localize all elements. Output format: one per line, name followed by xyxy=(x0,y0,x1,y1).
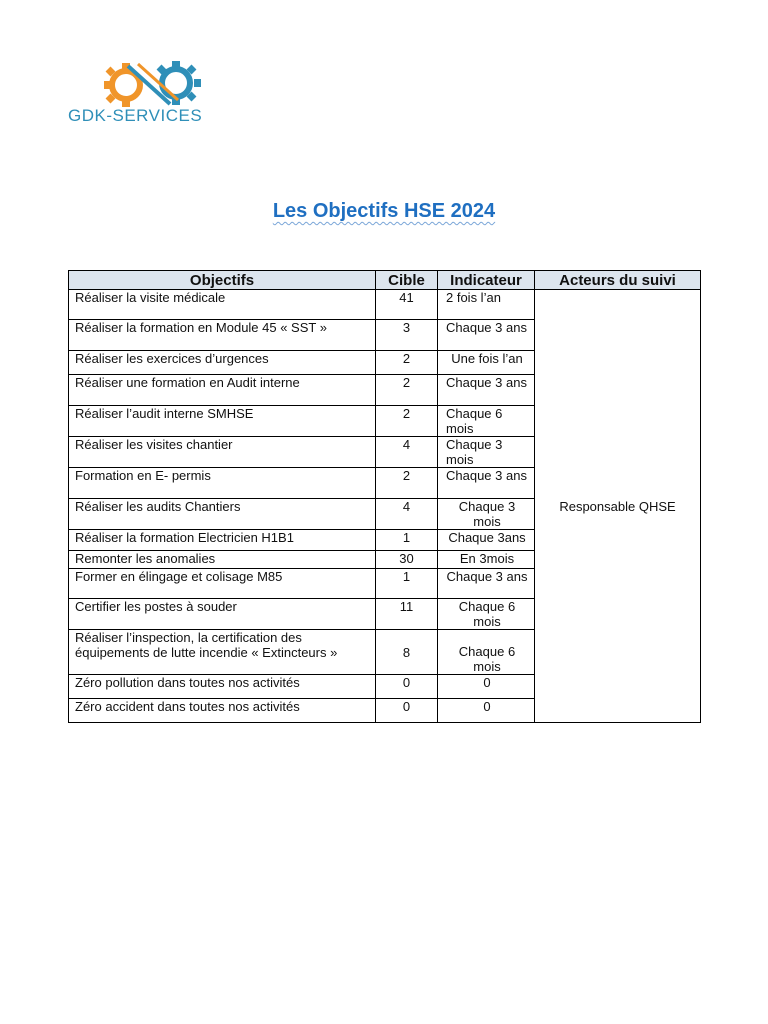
cible-cell: 0 xyxy=(376,699,438,723)
indicateur-cell: Chaque 3 ans xyxy=(438,468,535,499)
header-acteurs: Acteurs du suivi xyxy=(535,271,701,290)
company-logo xyxy=(62,60,252,130)
indicateur-cell: Chaque 3 ans xyxy=(438,569,535,599)
page-title xyxy=(0,200,768,223)
objectif-cell: Zéro accident dans toutes nos activités xyxy=(69,699,376,723)
gear-logo-icon xyxy=(98,60,208,110)
cible-cell: 1 xyxy=(376,530,438,551)
objectives-table xyxy=(68,270,701,723)
objectif-cell: Certifier les postes à souder xyxy=(69,599,376,630)
indicateur-cell: 2 fois l’an xyxy=(438,290,535,320)
indicateur-cell: Une fois l’an xyxy=(438,351,535,375)
cible-cell: 2 xyxy=(376,468,438,499)
header-indicateur: Indicateur xyxy=(438,271,535,290)
objectif-cell: Remonter les anomalies xyxy=(69,551,376,569)
objectif-cell: Réaliser la formation Electricien H1B1 xyxy=(69,530,376,551)
header-objectifs: Objectifs xyxy=(69,271,376,290)
indicateur-cell: Chaque 3ans xyxy=(438,530,535,551)
cible-cell: 2 xyxy=(376,375,438,406)
objectif-cell: Réaliser une formation en Audit interne xyxy=(69,375,376,406)
cible-cell: 4 xyxy=(376,437,438,468)
cible-cell: 0 xyxy=(376,675,438,699)
objectif-cell: Réaliser l’audit interne SMHSE xyxy=(69,406,376,437)
indicateur-cell: En 3mois xyxy=(438,551,535,569)
table-row xyxy=(69,290,701,320)
objectif-cell: Réaliser la formation en Module 45 « SST » xyxy=(69,320,376,351)
cible-cell: 2 xyxy=(376,351,438,375)
objectif-cell: Réaliser l’inspection, la certification des équipements de lutte incendie « Extincteurs » xyxy=(69,630,376,675)
cible-cell: 4 xyxy=(376,499,438,530)
indicateur-cell: Chaque 3 ans xyxy=(438,375,535,406)
objectif-cell: Former en élingage et colisage M85 xyxy=(69,569,376,599)
cible-cell: 30 xyxy=(376,551,438,569)
cible-cell: 41 xyxy=(376,290,438,320)
cible-cell: 8 xyxy=(376,630,438,675)
indicateur-cell: 0 xyxy=(438,699,535,723)
indicateur-cell: Chaque 6 mois xyxy=(438,406,535,437)
cible-cell: 2 xyxy=(376,406,438,437)
indicateur-cell: Chaque 3 mois xyxy=(438,499,535,530)
objectif-cell: Zéro pollution dans toutes nos activités xyxy=(69,675,376,699)
cible-cell: 3 xyxy=(376,320,438,351)
indicateur-cell: Chaque 6 mois xyxy=(438,599,535,630)
objectif-cell: Réaliser la visite médicale xyxy=(69,290,376,320)
page-title-text: Les Objectifs HSE 2024 xyxy=(272,200,496,222)
indicateur-cell: Chaque 3 mois xyxy=(438,437,535,468)
cible-cell: 11 xyxy=(376,599,438,630)
objectif-cell: Formation en E- permis xyxy=(69,468,376,499)
header-cible: Cible xyxy=(376,271,438,290)
objectif-cell: Réaliser les audits Chantiers xyxy=(69,499,376,530)
acteur-cell: Responsable QHSE xyxy=(535,290,701,723)
objectif-cell: Réaliser les visites chantier xyxy=(69,437,376,468)
objectif-cell: Réaliser les exercices d’urgences xyxy=(69,351,376,375)
indicateur-cell: Chaque 3 ans xyxy=(438,320,535,351)
logo-text: GDK-SERVICES xyxy=(68,106,203,125)
cible-cell: 1 xyxy=(376,569,438,599)
indicateur-cell: 0 xyxy=(438,675,535,699)
indicateur-cell: Chaque 6 mois xyxy=(438,630,535,675)
table-header-row xyxy=(69,271,701,290)
